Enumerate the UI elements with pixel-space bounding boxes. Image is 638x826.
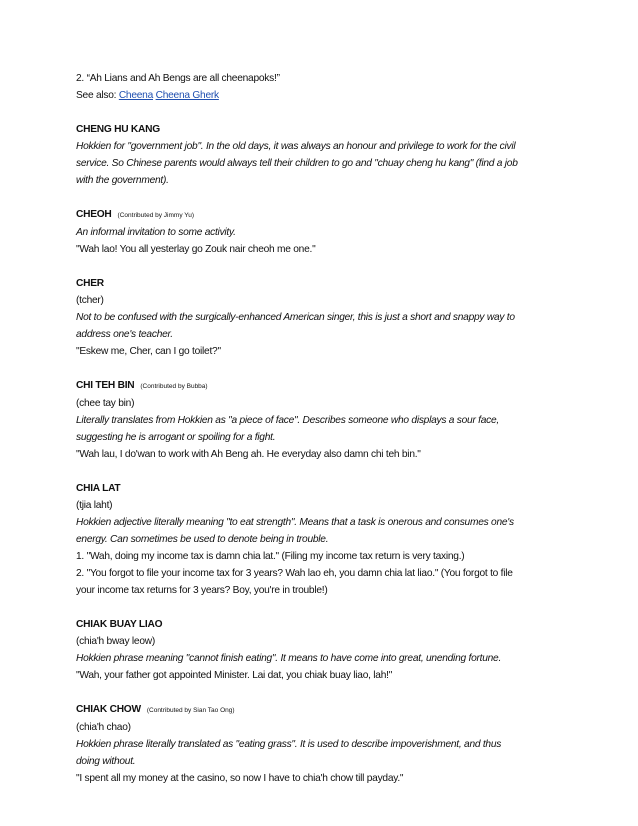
entry-chi-teh-bin [76, 377, 566, 463]
link-cheena-gherk[interactable]: Cheena Gherk [155, 90, 219, 101]
entry-example-line: 1. "Wah, doing my income tax is damn chia lat." (Filing my income tax return is very taxing.) [76, 551, 465, 562]
entry-definition-line: Hokkien for "government job". In the old days, it was always an honour and privilege to work for the civil [76, 141, 516, 152]
entry-headword: CHEOH [76, 209, 112, 220]
entry-definition-line: with the government). [76, 175, 169, 186]
entry-contributor: (Contributed by Sian Tao Ong) [146, 707, 235, 714]
link-cheena[interactable]: Cheena [118, 90, 154, 101]
entry-definition-line: doing without. [76, 756, 136, 767]
entry-headword: CHI TEH BIN [76, 380, 135, 391]
entry-cheoh [76, 206, 566, 258]
entry-definition-line: energy. Can sometimes be used to denote being in trouble. [76, 534, 329, 545]
entry-headword: CHIAK BUAY LIAO [76, 619, 163, 630]
entry-headword: CHIA LAT [76, 483, 121, 494]
entry-example-line: "I spent all my money at the casino, so now I have to chia'h chow till payday." [76, 773, 404, 784]
entry-pronunciation: (tjia laht) [76, 500, 113, 511]
entry-definition-line: Hokkien phrase meaning "cannot finish eating". It means to have come into great, unending fortune. [76, 653, 502, 664]
entry-definition-line: Literally translates from Hokkien as "a piece of face". Describes someone who displays a sour face, [76, 415, 500, 426]
entry-chiak-buay-liao [76, 616, 566, 684]
entry-contributor: (Contributed by Bubba) [140, 383, 208, 390]
entry-chiak-chow [76, 701, 566, 787]
entry-example-line: "Wah lao! You all yesterlay go Zouk nair cheoh me one." [76, 244, 316, 255]
entry-contributor: (Contributed by Jimmy Yu) [117, 212, 195, 219]
entry-definition-line: Hokkien phrase literally translated as "eating grass". It is used to describe impoverishment, and thus [76, 739, 502, 750]
entry-headword: CHIAK CHOW [76, 704, 141, 715]
entry-definition-line: Not to be confused with the surgically-enhanced American singer, this is just a short and snappy way to [76, 312, 515, 323]
entry-definition-line: address one's teacher. [76, 329, 173, 340]
entry-example-line: 2. "You forgot to file your income tax for 3 years? Wah lao eh, you damn chia lat liao." (You forgot to file [76, 568, 513, 579]
entry-example-line: "Eskew me, Cher, can I go toilet?" [76, 346, 221, 357]
entry-chia-lat [76, 480, 566, 599]
entry-cheng-hu-kang [76, 121, 566, 189]
entry-definition-line: suggesting he is arrogant or spoiling for a fight. [76, 432, 276, 443]
entry-example-line: "Wah lau, I do'wan to work with Ah Beng ah. He everyday also damn chi teh bin." [76, 449, 421, 460]
intro-line: 2. “Ah Lians and Ah Bengs are all cheenapoks!” [76, 73, 280, 84]
entry-pronunciation: (chia'h bway leow) [76, 636, 155, 647]
entry-headword: CHENG HU KANG [76, 124, 160, 135]
see-also-label: See also: [76, 90, 117, 101]
entry-cher [76, 275, 566, 360]
entry-pronunciation: (chia'h chao) [76, 722, 131, 733]
entry-pronunciation: (chee tay bin) [76, 398, 135, 409]
document-page [76, 70, 566, 787]
see-also-line [76, 87, 566, 104]
entry-headword: CHER [76, 278, 104, 289]
entry-example-line: your income tax returns for 3 years? Boy, you're in trouble!) [76, 585, 328, 596]
entry-pronunciation: (tcher) [76, 295, 104, 306]
entry-definition-line: Hokkien adjective literally meaning "to eat strength". Means that a task is onerous and consumes one's [76, 517, 514, 528]
entry-definition-line: An informal invitation to some activity. [76, 227, 236, 238]
entry-example-line: "Wah, your father got appointed Minister. Lai dat, you chiak buay liao, lah!" [76, 670, 393, 681]
entry-definition-line: service. So Chinese parents would always tell their children to go and "chuay cheng hu kang" (find a job [76, 158, 518, 169]
